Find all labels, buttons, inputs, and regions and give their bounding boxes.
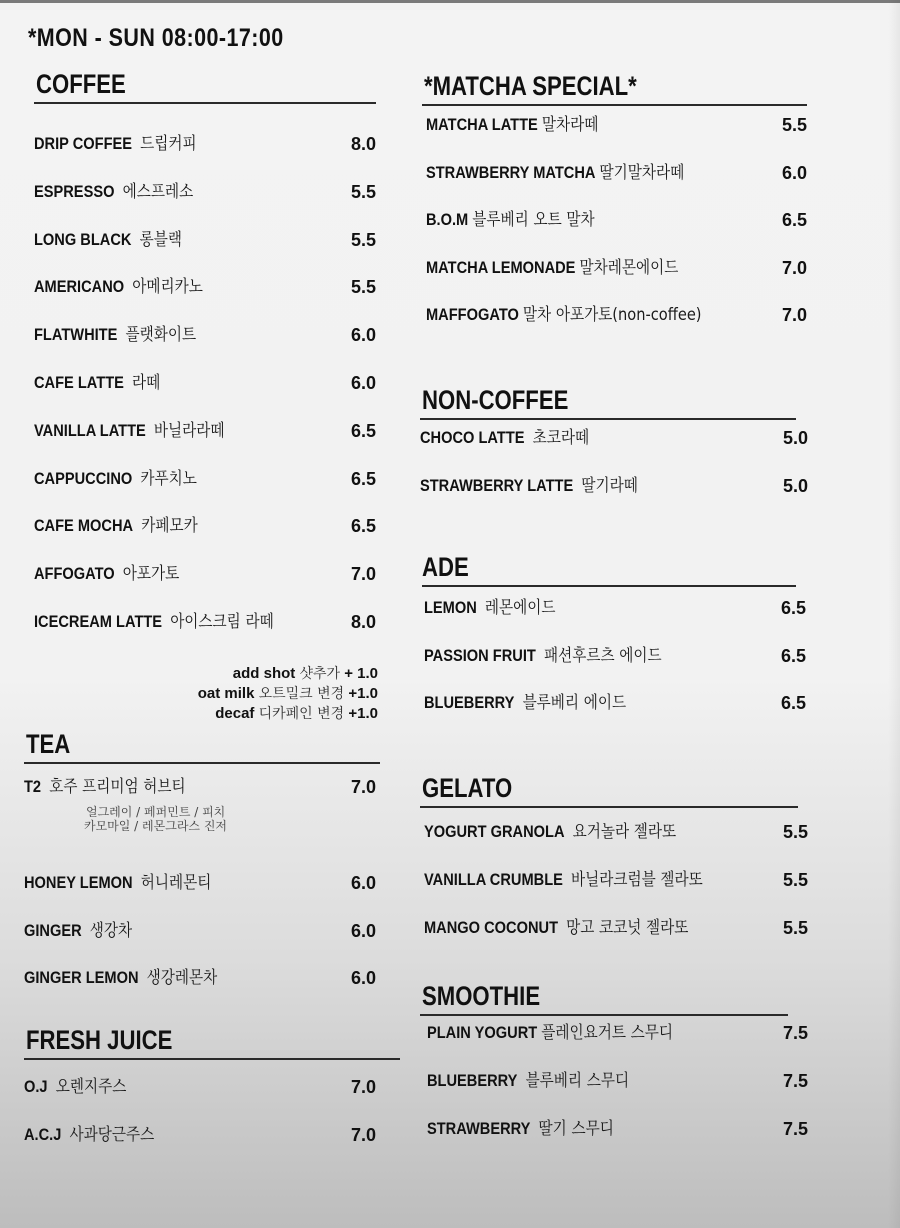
menu-item-ginger-lemon <box>24 963 376 993</box>
item-name-en: STRAWBERRY LATTE <box>420 476 574 495</box>
item-name-en: STRAWBERRY MATCHA <box>426 163 596 182</box>
item-name-ko: 사과당근주스 <box>69 1125 155 1145</box>
menu-item-espresso <box>34 177 376 207</box>
menu-item-blueberry-smoothie <box>427 1066 808 1096</box>
item-name-ko: 초코라떼 <box>532 428 590 448</box>
item-name-en: CHOCO LATTE <box>420 428 525 447</box>
item-price: 5.5 <box>350 230 376 250</box>
item-price: 6.0 <box>350 373 376 393</box>
item-name-ko: 오렌지주스 <box>55 1077 127 1097</box>
item-name-en: T2 <box>24 777 42 796</box>
item-price: 8.0 <box>350 134 376 154</box>
item-price: 5.5 <box>782 870 808 890</box>
item-name-en: MANGO COCONUT <box>424 918 559 937</box>
item-name-ko: 패션후르츠 에이드 <box>543 646 662 666</box>
section-title-gelato: GELATO <box>422 773 513 803</box>
item-name-en: PASSION FRUIT <box>424 646 536 665</box>
item-price: 6.0 <box>350 921 376 941</box>
item-name-ko: 아메리카노 <box>132 277 203 297</box>
item-name-ko: 레몬에이드 <box>484 598 556 618</box>
item-name-ko: 바닐라라떼 <box>153 421 225 441</box>
menu-item-vanilla-crumble <box>424 865 808 895</box>
extra-oat-milk: oat milk 오트밀크 변경 +1.0 <box>197 685 378 702</box>
item-name-en: CAFE MOCHA <box>34 516 134 535</box>
item-name-en: VANILLA LATTE <box>34 421 146 440</box>
section-title-fresh-juice: FRESH JUICE <box>26 1025 173 1055</box>
section-rule <box>420 806 798 808</box>
item-price: 6.5 <box>781 210 807 230</box>
item-name-ko: 블루베리 오트 말차 <box>472 210 595 230</box>
item-name-ko: 딸기말차라떼 <box>599 163 685 183</box>
item-name-en: ESPRESSO <box>34 182 115 201</box>
menu-item-vanilla-latte <box>34 416 376 446</box>
item-price: 6.5 <box>350 516 376 536</box>
item-price: 7.5 <box>782 1071 808 1091</box>
item-price: 7.0 <box>350 1125 376 1145</box>
top-border <box>0 0 900 3</box>
item-price: 6.5 <box>780 693 806 713</box>
menu-item-honey-lemon <box>24 868 376 898</box>
item-name-ko: 호주 프리미엄 허브티 <box>49 777 186 797</box>
menu-item-strawberry-matcha <box>426 158 807 188</box>
menu-item-ginger <box>24 916 376 946</box>
item-price: 5.0 <box>782 476 808 496</box>
item-name-ko: 말차라떼 <box>541 115 599 135</box>
item-name-en: MAFFOGATO <box>426 305 519 324</box>
item-price: 6.5 <box>350 469 376 489</box>
item-name-en: GINGER LEMON <box>24 968 139 987</box>
item-name-en: A.C.J <box>24 1125 62 1144</box>
item-name-ko: 블루베리 스무디 <box>525 1071 630 1091</box>
section-title-coffee: COFFEE <box>36 69 126 99</box>
coffee-extras <box>150 664 378 724</box>
menu-item-choco-latte <box>420 423 808 453</box>
item-name-en: O.J <box>24 1077 48 1096</box>
item-name-en: PLAIN YOGURT <box>427 1023 538 1042</box>
extra-decaf: decaf 디카페인 변경 +1.0 <box>215 705 378 722</box>
item-name-en: B.O.M <box>426 210 469 229</box>
item-name-ko: 허니레몬티 <box>140 873 212 893</box>
item-price: 5.5 <box>350 182 376 202</box>
menu-item-oj <box>24 1072 376 1102</box>
menu-item-cafe-mocha <box>34 511 376 541</box>
item-name-en: MATCHA LATTE <box>426 115 538 134</box>
item-name-ko: 카페모카 <box>141 516 198 536</box>
item-name-ko: 아포가토 <box>122 564 180 584</box>
item-name-en: BLUEBERRY <box>427 1071 518 1090</box>
item-name-en: MATCHA LEMONADE <box>426 258 576 277</box>
item-price: 6.0 <box>350 873 376 893</box>
section-coffee <box>34 68 376 648</box>
menu-item-long-black <box>34 225 376 255</box>
item-name-ko: 라떼 <box>132 373 161 393</box>
menu-item-matcha-lemonade <box>426 253 807 283</box>
menu-item-passion-fruit <box>424 641 806 671</box>
item-price: 5.5 <box>350 277 376 297</box>
section-gelato <box>420 772 808 947</box>
item-price: 6.5 <box>780 646 806 666</box>
menu-item-plain-yogurt <box>427 1018 808 1048</box>
item-price: 5.5 <box>782 822 808 842</box>
extra-add-shot: add shot 샷추가 + 1.0 <box>232 665 378 682</box>
item-price: 7.0 <box>781 258 807 278</box>
item-name-ko: 바닐라크럼블 젤라또 <box>571 870 703 890</box>
item-price: 5.5 <box>782 918 808 938</box>
menu-item-cappuccino <box>34 464 376 494</box>
section-matcha-special <box>422 70 807 340</box>
item-name-en: YOGURT GRANOLA <box>424 822 565 841</box>
item-name-en: FLATWHITE <box>34 325 118 344</box>
item-name-en: AMERICANO <box>34 277 125 296</box>
section-ade <box>420 551 808 721</box>
item-name-en: BLUEBERRY <box>424 693 515 712</box>
menu-item-blueberry-ade <box>424 688 806 718</box>
section-rule <box>420 1014 788 1016</box>
item-name-ko: 망고 코코넛 젤라또 <box>566 918 689 938</box>
section-tea <box>24 728 380 998</box>
page-edge-shadow <box>888 0 900 1228</box>
menu-item-flatwhite <box>34 320 376 350</box>
menu-item-mango-coconut <box>424 913 808 943</box>
item-price: 8.0 <box>350 612 376 632</box>
t2-flavors-note: 얼그레이 / 페퍼민트 / 피치 카모마일 / 레몬그라스 진저 <box>84 805 227 833</box>
item-name-ko: 말차레몬에이드 <box>579 258 679 278</box>
item-name-en: VANILLA CRUMBLE <box>424 870 563 889</box>
menu-item-cafe-latte <box>34 368 376 398</box>
item-name-en: CAPPUCCINO <box>34 469 133 488</box>
item-name-en: ICECREAM LATTE <box>34 612 163 631</box>
section-rule <box>420 418 796 420</box>
item-name-ko: 롱블랙 <box>139 230 182 250</box>
menu-item-lemon <box>424 593 806 623</box>
item-price: 6.0 <box>350 325 376 345</box>
item-name-en: DRIP COFFEE <box>34 134 133 153</box>
section-rule <box>34 102 376 104</box>
section-title-tea: TEA <box>26 729 71 759</box>
section-rule <box>422 104 807 106</box>
section-fresh-juice <box>24 1024 400 1164</box>
menu-item-acj <box>24 1120 376 1150</box>
item-name-ko: 에스프레소 <box>122 182 194 202</box>
item-name-ko: 아이스크림 라떼 <box>170 612 274 632</box>
section-title-non-coffee: NON-COFFEE <box>422 385 569 415</box>
menu-item-strawberry-smoothie <box>427 1114 808 1144</box>
menu-item-icecream-latte <box>34 607 376 637</box>
section-rule <box>422 585 796 587</box>
item-price: 5.5 <box>781 115 807 135</box>
item-price: 6.0 <box>781 163 807 183</box>
menu-item-maffogato <box>426 300 807 330</box>
menu-item-matcha-latte <box>426 110 807 140</box>
menu-item-bom <box>426 205 807 235</box>
item-name-en: GINGER <box>24 921 82 940</box>
item-name-en: LEMON <box>424 598 477 617</box>
menu-item-strawberry-latte <box>420 471 808 501</box>
item-price: 6.5 <box>780 598 806 618</box>
item-name-ko: 카푸치노 <box>140 469 197 489</box>
item-name-en: CAFE LATTE <box>34 373 124 392</box>
item-name-ko: 딸기라떼 <box>581 476 638 496</box>
item-name-en: AFFOGATO <box>34 564 115 583</box>
item-name-en: STRAWBERRY <box>427 1119 531 1138</box>
item-name-ko: 블루베리 에이드 <box>522 693 627 713</box>
menu-item-americano <box>34 272 376 302</box>
item-price: 7.5 <box>782 1023 808 1043</box>
menu-item-affogato <box>34 559 376 589</box>
item-name-en: LONG BLACK <box>34 230 132 249</box>
item-name-ko: 플랫화이트 <box>125 325 197 345</box>
item-name-en: HONEY LEMON <box>24 873 133 892</box>
menu-item-yogurt-granola <box>424 817 808 847</box>
section-rule <box>24 1058 400 1060</box>
section-title-ade: ADE <box>422 552 469 582</box>
item-price: 5.0 <box>782 428 808 448</box>
item-name-ko: 요거놀라 젤라또 <box>572 822 677 842</box>
menu-item-t2 <box>24 772 376 802</box>
item-price: 7.5 <box>782 1119 808 1139</box>
item-name-ko: 딸기 스무디 <box>538 1119 614 1139</box>
section-title-smoothie: SMOOTHIE <box>422 981 541 1011</box>
item-name-ko: 말차 아포가토(non-coffee) <box>522 305 702 325</box>
section-title-matcha-special: *MATCHA SPECIAL* <box>424 71 637 101</box>
item-name-ko: 생강차 <box>89 921 133 941</box>
section-smoothie <box>420 980 808 1150</box>
item-price: 7.0 <box>350 1077 376 1097</box>
item-price: 7.0 <box>350 564 376 584</box>
item-price: 6.0 <box>350 968 376 988</box>
item-name-ko: 생강레몬차 <box>146 968 218 988</box>
section-non-coffee <box>420 384 808 504</box>
section-rule <box>24 762 380 764</box>
item-price: 7.0 <box>350 777 376 797</box>
item-name-ko: 드립커피 <box>140 134 197 154</box>
item-price: 6.5 <box>350 421 376 441</box>
item-price: 7.0 <box>781 305 807 325</box>
opening-hours: *MON - SUN 08:00-17:00 <box>28 24 284 52</box>
item-name-ko: 플레인요거트 스무디 <box>541 1023 674 1043</box>
menu-item-drip-coffee <box>34 129 376 159</box>
